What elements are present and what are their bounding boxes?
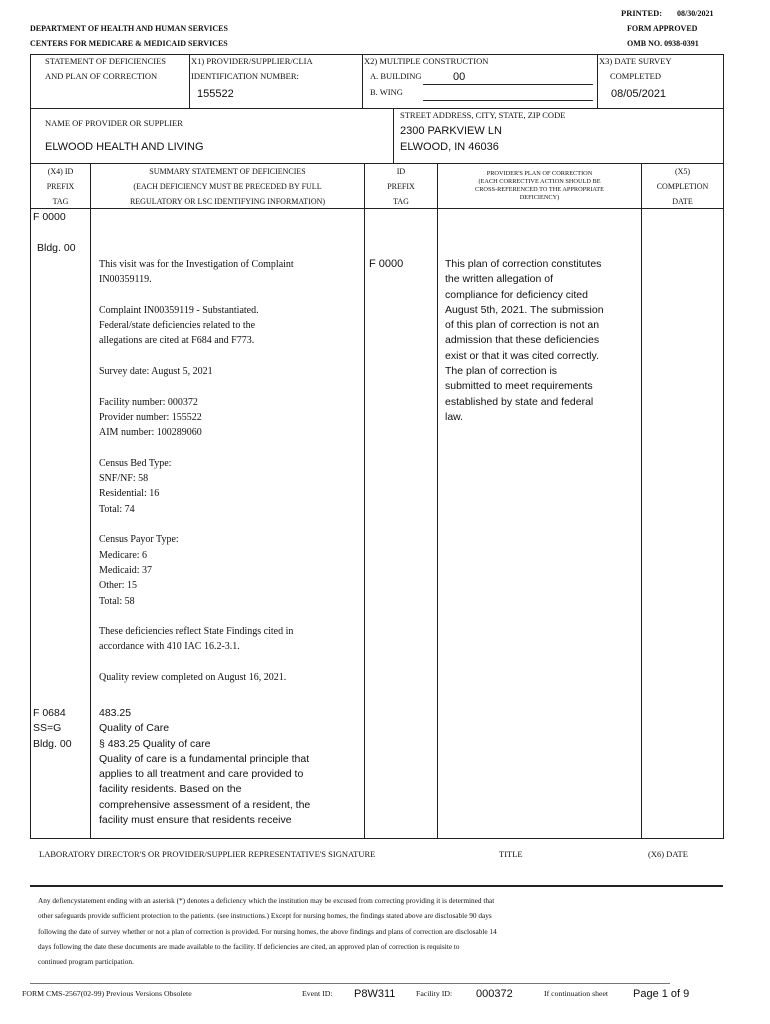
summary-line — [99, 655, 294, 670]
summary-statement — [99, 257, 294, 685]
plan-line: submitted to meet requirements — [445, 380, 593, 393]
right-border-body — [723, 163, 724, 839]
divider-x2 — [362, 54, 363, 108]
summary-line — [99, 379, 294, 394]
x6-date-label: (X6) DATE — [648, 849, 688, 859]
disclaimer-line: days following the date these documents are made available to the facility. If deficiencies are cited, an approved plan of correction is requisite to — [38, 941, 460, 951]
x3-value: 08/05/2021 — [611, 88, 667, 100]
tag-f0684: F 0684 SS=G Bldg. 00 — [33, 707, 72, 750]
plan-of-correction — [445, 257, 604, 425]
omb-number: OMB NO. 0938-0391 — [627, 39, 699, 48]
summary-line: Federal/state deficiencies related to the — [99, 320, 256, 332]
plan-line: August 5th, 2021. The submission — [445, 303, 604, 316]
right-border-top — [723, 54, 724, 164]
x4-header: (X4) ID PREFIX TAG — [46, 167, 75, 206]
f684-line: facility must ensure that residents receive — [99, 814, 292, 827]
tag-f0000: F 0000 — [33, 211, 66, 223]
building-value: 00 — [453, 71, 466, 83]
top-border — [30, 54, 723, 55]
department-line-1: DEPARTMENT OF HEALTH AND HUMAN SERVICES — [30, 24, 228, 33]
summary-line: Medicaid: 37 — [99, 564, 153, 576]
bldg-00: Bldg. 00 — [37, 242, 76, 254]
id-header: ID PREFIX TAG — [387, 167, 415, 206]
divider-row-1 — [30, 108, 723, 109]
building-label: A. BUILDING — [370, 71, 422, 81]
event-id-label: Event ID: — [302, 989, 333, 998]
address-line-2: ELWOOD, IN 46036 — [400, 141, 499, 153]
x1-label-2: IDENTIFICATION NUMBER: — [191, 71, 299, 81]
x3-label-2: COMPLETED — [610, 71, 661, 81]
department-line-2: CENTERS FOR MEDICARE & MEDICAID SERVICES — [30, 39, 228, 48]
f684-line: Quality of care is a fundamental principle that — [99, 752, 310, 765]
summary-line — [99, 349, 294, 364]
col-divider-3 — [437, 163, 438, 839]
summary-line: Residential: 16 — [99, 488, 160, 500]
plan-line: The plan of correction is — [445, 365, 558, 378]
wing-underline — [423, 100, 593, 101]
address-line-1: 2300 PARKVIEW LN — [400, 125, 502, 137]
provider-name-value: ELWOOD HEALTH AND LIVING — [45, 141, 204, 153]
summary-line: Census Bed Type: — [99, 457, 172, 469]
disclaimer-line: Any defiencystatement ending with an asterisk (*) denotes a deficiency which the institution may be excused from correcting providing it is determined that — [38, 896, 495, 905]
x2-label: X2) MULTIPLE CONSTRUCTION — [364, 56, 489, 66]
summary-line: Facility number: 000372 — [99, 396, 198, 408]
col-divider-4 — [641, 163, 642, 839]
title-label: TITLE — [499, 849, 523, 859]
x3-label-1: X3) DATE SURVEY — [599, 56, 672, 66]
disclaimer — [38, 893, 497, 969]
summary-line: Total: 58 — [99, 595, 135, 607]
f684-line: facility residents. Based on the — [99, 783, 242, 796]
summary-line: AIM number: 100289060 — [99, 427, 202, 439]
divider-x1 — [189, 54, 190, 108]
body-bottom-border — [30, 838, 723, 839]
f684-line: Quality of Care — [99, 722, 170, 735]
summary-line — [99, 288, 294, 303]
plan-header: PROVIDER'S PLAN OF CORRECTION (EACH CORRECTIVE ACTION SHOULD BE CROSS-REFERENCED TO THE APPROPRIATE DEFICIENCY) — [475, 170, 604, 201]
col-divider-2 — [364, 163, 365, 839]
plan-line: admission that these deficiencies — [445, 334, 600, 347]
plan-line: the written allegation of — [445, 273, 553, 286]
f684-line: comprehensive assessment of a resident, the — [99, 798, 311, 811]
divider-address — [393, 108, 394, 164]
director-signature-label: LABORATORY DIRECTOR'S OR PROVIDER/SUPPLIER REPRESENTATIVE'S SIGNATURE — [39, 849, 376, 859]
plan-line: law. — [445, 410, 464, 423]
statement-label-1: STATEMENT OF DEFICIENCIES — [45, 56, 167, 66]
f684-line: § 483.25 Quality of care — [99, 737, 211, 750]
plan-line: exist or that it was cited correctly. — [445, 349, 599, 362]
continuation-label: If continuation sheet — [544, 989, 609, 998]
left-border-body — [30, 163, 31, 839]
divider-x3 — [597, 54, 598, 108]
footer-rule — [30, 983, 670, 984]
f684-line: applies to all treatment and care provided to — [99, 768, 304, 781]
x1-label-1: X1) PROVIDER/SUPPLIER/CLIA — [191, 56, 313, 66]
printed-date: 08/30/2021 — [677, 9, 714, 18]
summary-line — [99, 609, 294, 624]
plan-tag-f0000: F 0000 — [369, 258, 404, 270]
wing-label: B. WING — [370, 87, 403, 97]
signature-divider — [30, 885, 723, 887]
building-underline — [423, 84, 593, 85]
printed-label: PRINTED: — [621, 8, 663, 18]
form-approved: FORM APPROVED — [627, 24, 698, 33]
summary-line: SNF/NF: 58 — [99, 473, 149, 485]
summary-line — [99, 517, 294, 532]
summary-line: Other: 15 — [99, 580, 138, 592]
disclaimer-line: continued program participation. — [38, 957, 134, 967]
col-divider-1 — [90, 163, 91, 839]
page-number: Page 1 of 9 — [633, 988, 690, 1000]
x1-value: 155522 — [197, 88, 234, 100]
plan-line: established by state and federal — [445, 395, 594, 408]
plan-line: of this plan of correction is not an — [445, 319, 600, 332]
summary-line — [99, 441, 294, 456]
summary-line: These deficiencies reflect State Findings cited in — [99, 626, 294, 638]
address-label: STREET ADDRESS, CITY, STATE, ZIP CODE — [400, 110, 566, 120]
plan-line: This plan of correction constitutes — [445, 258, 602, 270]
plan-line: compliance for deficiency cited — [445, 288, 588, 301]
summary-header: SUMMARY STATEMENT OF DEFICIENCIES (EACH DEFICIENCY MUST BE PRECEDED BY FULL REGULATORY OR LSC IDENTIFYING INFORMATION) — [129, 167, 326, 206]
summary-line: IN00359119. — [99, 274, 152, 286]
event-id-value: P8W311 — [354, 988, 396, 1000]
left-border-top — [30, 54, 31, 164]
disclaimer-line: other safeguards provide sufficient protection to the patients. (see instructions.) Except for nursing homes, the findings stated above are disclosable 90 days — [38, 911, 492, 921]
facility-id-value: 000372 — [476, 988, 513, 1000]
summary-line: Survey date: August 5, 2021 — [99, 366, 213, 378]
f684-line: 483.25 — [99, 707, 132, 719]
summary-line: accordance with 410 IAC 16.2-3.1. — [99, 641, 240, 653]
summary-line: Provider number: 155522 — [99, 411, 202, 423]
f684-statement — [99, 706, 310, 828]
statement-label-2: AND PLAN OF CORRECTION — [45, 71, 158, 81]
facility-id-label: Facility ID: — [416, 989, 453, 998]
provider-name-label: NAME OF PROVIDER OR SUPPLIER — [45, 118, 183, 128]
summary-line: This visit was for the Investigation of Complaint — [99, 259, 294, 270]
disclaimer-line: following the date of survey whether or not a plan of correction is provided. For nursing homes, the above findings and plans of correction are disclosable 14 — [38, 926, 497, 936]
summary-line: Medicare: 6 — [99, 549, 148, 561]
summary-line: Quality review completed on August 16, 2021. — [99, 672, 287, 684]
x5-header: (X5) COMPLETION DATE — [656, 167, 709, 206]
form-number: FORM CMS-2567(02-99) Previous Versions Obsolete — [22, 989, 192, 998]
summary-line: Census Payor Type: — [99, 534, 179, 546]
summary-line: Complaint IN00359119 - Substantiated. — [99, 304, 259, 316]
summary-line: allegations are cited at F684 and F773. — [99, 335, 255, 347]
summary-line: Total: 74 — [99, 503, 135, 515]
